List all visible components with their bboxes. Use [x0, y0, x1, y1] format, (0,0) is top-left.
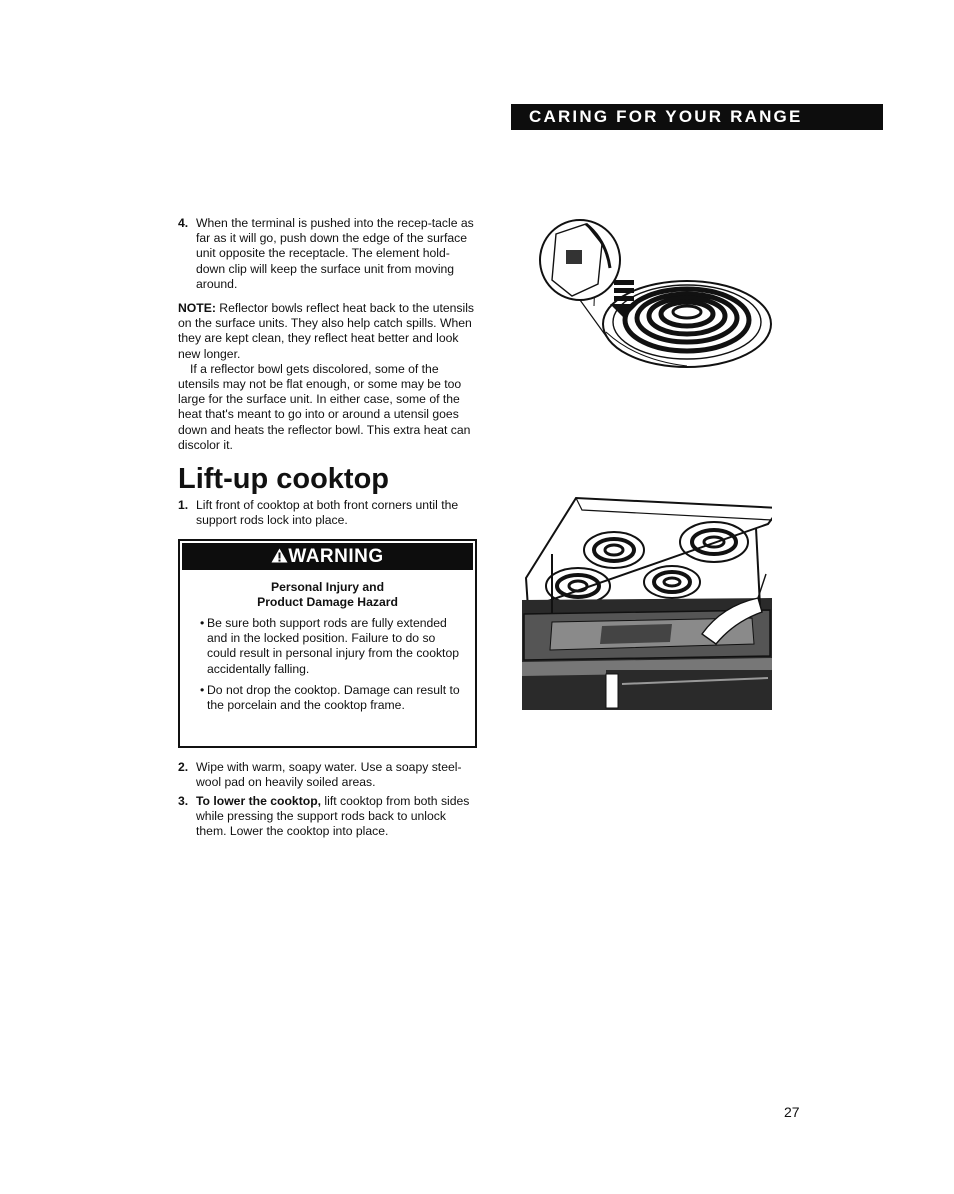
step-text: Wipe with warm, soapy water. Use a soapy steel-wool pad on heavily soiled areas. — [196, 760, 462, 790]
step-number: 4. — [178, 216, 189, 230]
page-number: 27 — [784, 1104, 800, 1120]
warning-title: WARNING — [182, 543, 473, 570]
note-label: NOTE: — [178, 301, 216, 315]
warning-subtitle: Personal Injury and Product Damage Hazard — [257, 580, 398, 609]
step-1 — [178, 498, 478, 528]
warning-list — [180, 616, 475, 713]
section-heading: Lift-up cooktop — [178, 463, 390, 495]
step-4 — [178, 216, 478, 292]
step-bold-text: To lower the cooktop, — [196, 794, 322, 808]
warning-bullet: • Do not drop the cooktop. Damage can result to the porcelain and the cooktop frame. — [200, 683, 461, 713]
step-number: 3. — [178, 794, 189, 808]
step-number: 2. — [178, 760, 189, 774]
step-number: 1. — [178, 498, 189, 512]
section-header: CARING FOR YOUR RANGE — [511, 104, 883, 130]
note-paragraph-2: If a reflector bowl gets discolored, some of the utensils may not be flat enough, or some may be too large for the surface unit. In either case, some of the heat that's meant to go into or around a utensil goes down and heats the reflector bowl. This extra heat can discolor it. — [178, 361, 471, 452]
lift-up-cooktop-illustration — [522, 494, 772, 710]
step-text: When the terminal is pushed into the recep-tacle as far as it will go, push down the edge of the surface unit opposite the receptacle. The element hold-down clip will keep the surface unit from moving around. — [196, 216, 474, 291]
warning-triangle-icon — [271, 548, 288, 563]
step-text: Lift front of cooktop at both front corners until the support rods lock into place. — [196, 498, 459, 528]
step-3 — [178, 794, 478, 840]
surface-unit-illustration — [536, 214, 774, 378]
warning-bullet: • Be sure both support rods are fully extended and in the locked position. Failure to do so could result in personal injury from the cooktop accidentally falling. — [200, 616, 461, 677]
step-text: lift cooktop from both sides while pressing the support rods back to unlock them. Lower the cooktop into place. — [196, 794, 470, 839]
note-block — [178, 301, 478, 453]
warning-box — [178, 539, 477, 748]
step-2 — [178, 760, 478, 790]
note-paragraph: NOTE: Reflector bowls reflect heat back to the utensils on the surface units. They also help catch spills. When they are kept clean, they reflect heat better and look new longer. — [178, 301, 475, 361]
